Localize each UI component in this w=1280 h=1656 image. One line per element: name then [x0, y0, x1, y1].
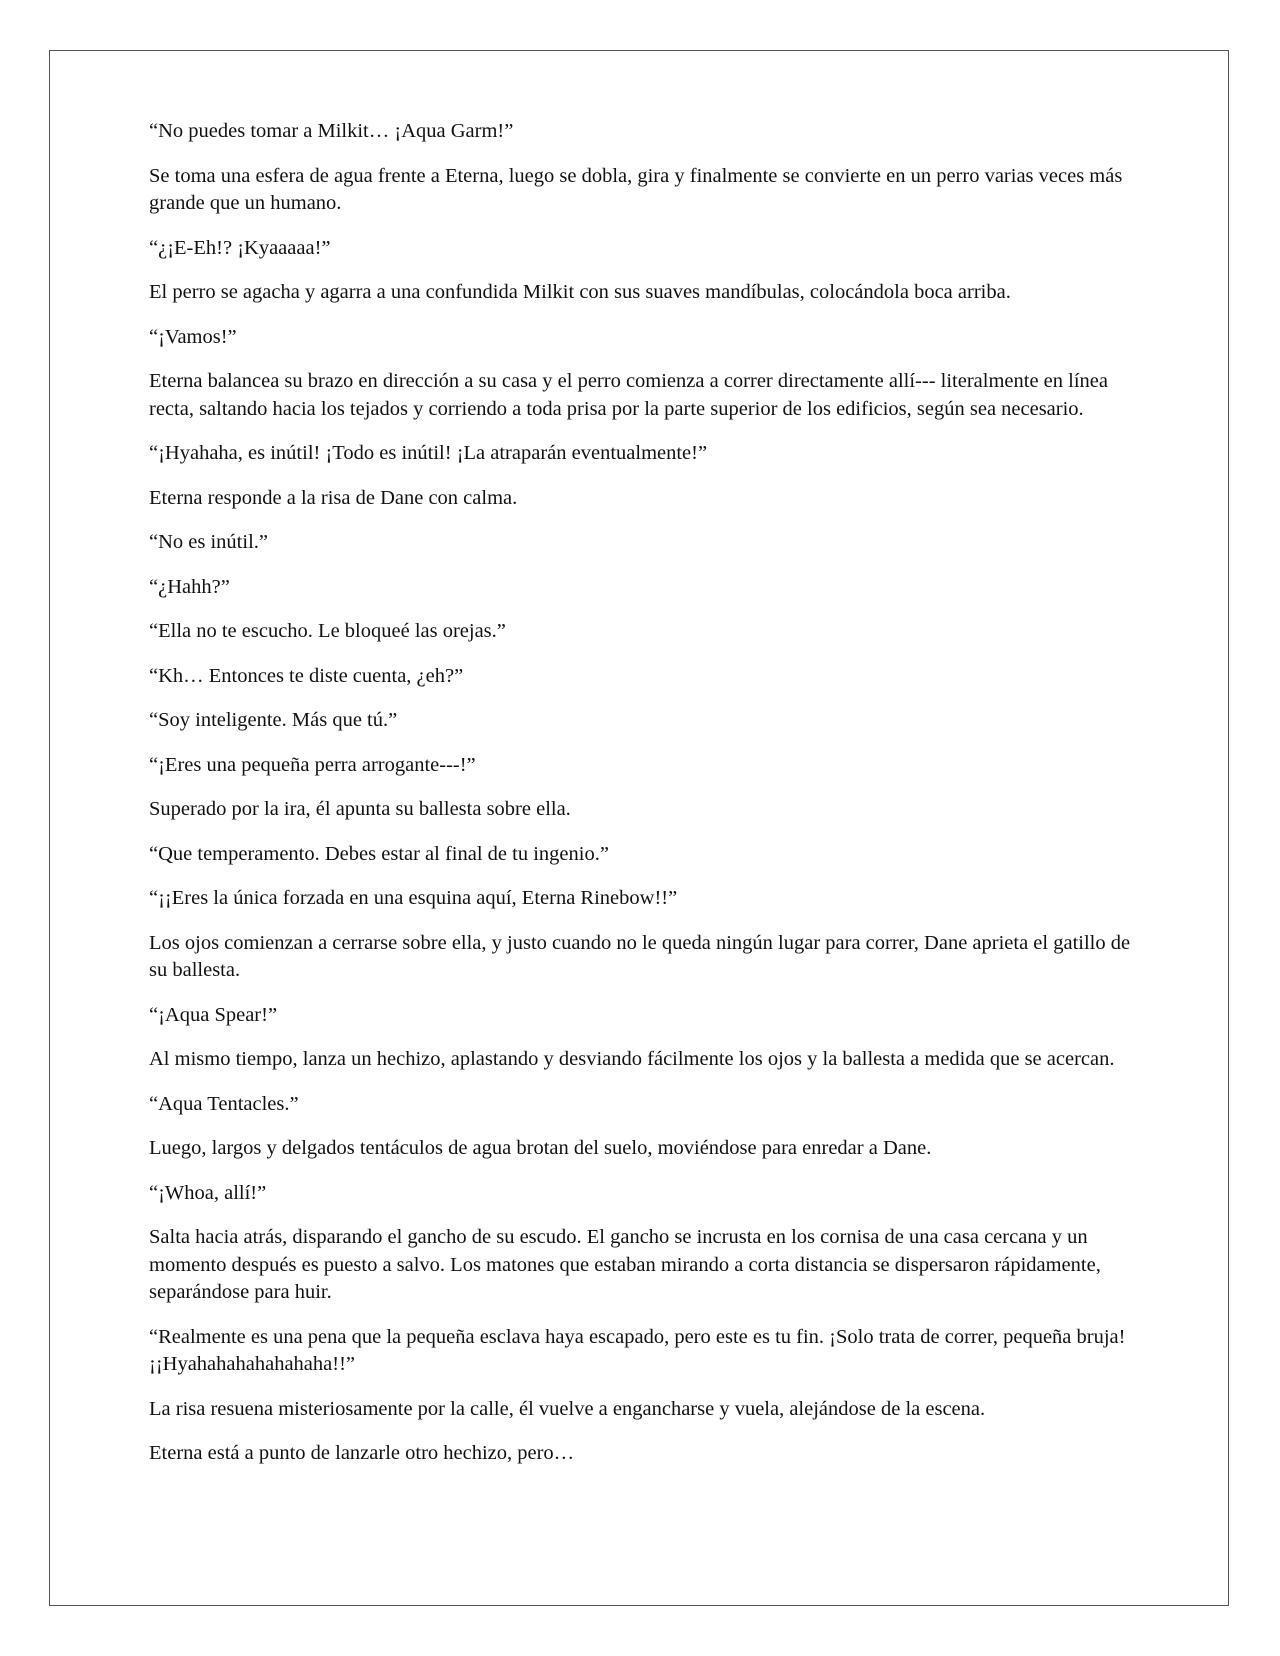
- document-body: [149, 118, 1139, 1485]
- paragraph: “Ella no te escucho. Le bloqueé las orejas.”: [149, 620, 506, 642]
- paragraph: Al mismo tiempo, lanza un hechizo, aplastando y desviando fácilmente los ojos y la ballesta a medida que se acercan.: [149, 1048, 1115, 1070]
- paragraph: Se toma una esfera de agua frente a Eterna, luego se dobla, gira y finalmente se convierte en un perro varias veces más grande que un humano.: [149, 164, 1123, 214]
- paragraph: Luego, largos y delgados tentáculos de agua brotan del suelo, moviéndose para enredar a Dane.: [149, 1137, 932, 1159]
- paragraph: Los ojos comienzan a cerrarse sobre ella, y justo cuando no le queda ningún lugar para correr, Dane aprieta el gatillo de su ballesta.: [149, 931, 1131, 981]
- paragraph: “No es inútil.”: [149, 531, 268, 553]
- paragraph: El perro se agacha y agarra a una confundida Milkit con sus suaves mandíbulas, colocándola boca arriba.: [149, 281, 1011, 303]
- paragraph: “¡Aqua Spear!”: [149, 1003, 278, 1026]
- paragraph: “Soy inteligente. Más que tú.”: [149, 709, 398, 731]
- paragraph: Superado por la ira, él apunta su ballesta sobre ella.: [149, 798, 571, 820]
- paragraph: Eterna está a punto de lanzarle otro hechizo, pero…: [149, 1442, 575, 1464]
- paragraph: Salta hacia atrás, disparando el gancho de su escudo. El gancho se incrusta en los cornisa de una casa cercana y un momento después es puesto a salvo. Los matones que estaban mirando a corta distancia se dispersaron rápidamente, separándose para huir.: [149, 1226, 1101, 1303]
- paragraph: La risa resuena misteriosamente por la calle, él vuelve a engancharse y vuela, alejándose de la escena.: [149, 1397, 986, 1420]
- paragraph: “¿Hahh?”: [149, 575, 230, 598]
- paragraph: Eterna responde a la risa de Dane con calma.: [149, 486, 518, 509]
- paragraph: “¡Vamos!”: [149, 325, 237, 348]
- paragraph: “¡¡Eres la única forzada en una esquina aquí, Eterna Rinebow!!”: [149, 887, 678, 909]
- paragraph: “No puedes tomar a Milkit… ¡Aqua Garm!”: [149, 120, 514, 142]
- paragraph: “Kh… Entonces te diste cuenta, ¿eh?”: [149, 664, 464, 687]
- paragraph: “¡Hyahaha, es inútil! ¡Todo es inútil! ¡La atraparán eventualmente!”: [149, 442, 708, 464]
- paragraph: “Aqua Tentacles.”: [149, 1092, 299, 1115]
- paragraph: Eterna balancea su brazo en dirección a su casa y el perro comienza a correr directamente allí--- literalmente en línea recta, saltando hacia los tejados y corriendo a toda prisa por la parte superior de los edificios, según sea necesario.: [149, 370, 1108, 420]
- paragraph: “Que temperamento. Debes estar al final de tu ingenio.”: [149, 842, 609, 865]
- paragraph: “Realmente es una pena que la pequeña esclava haya escapado, pero este es tu fin. ¡Solo trata de correr, pequeña bruja! ¡¡Hyahahahahahahaha!!”: [149, 1325, 1126, 1375]
- paragraph: “¡Whoa, allí!”: [149, 1181, 267, 1204]
- paragraph: “¡Eres una pequeña perra arrogante---!”: [149, 753, 476, 776]
- paragraph: “¿¡E-Eh!? ¡Kyaaaaa!”: [149, 236, 331, 259]
